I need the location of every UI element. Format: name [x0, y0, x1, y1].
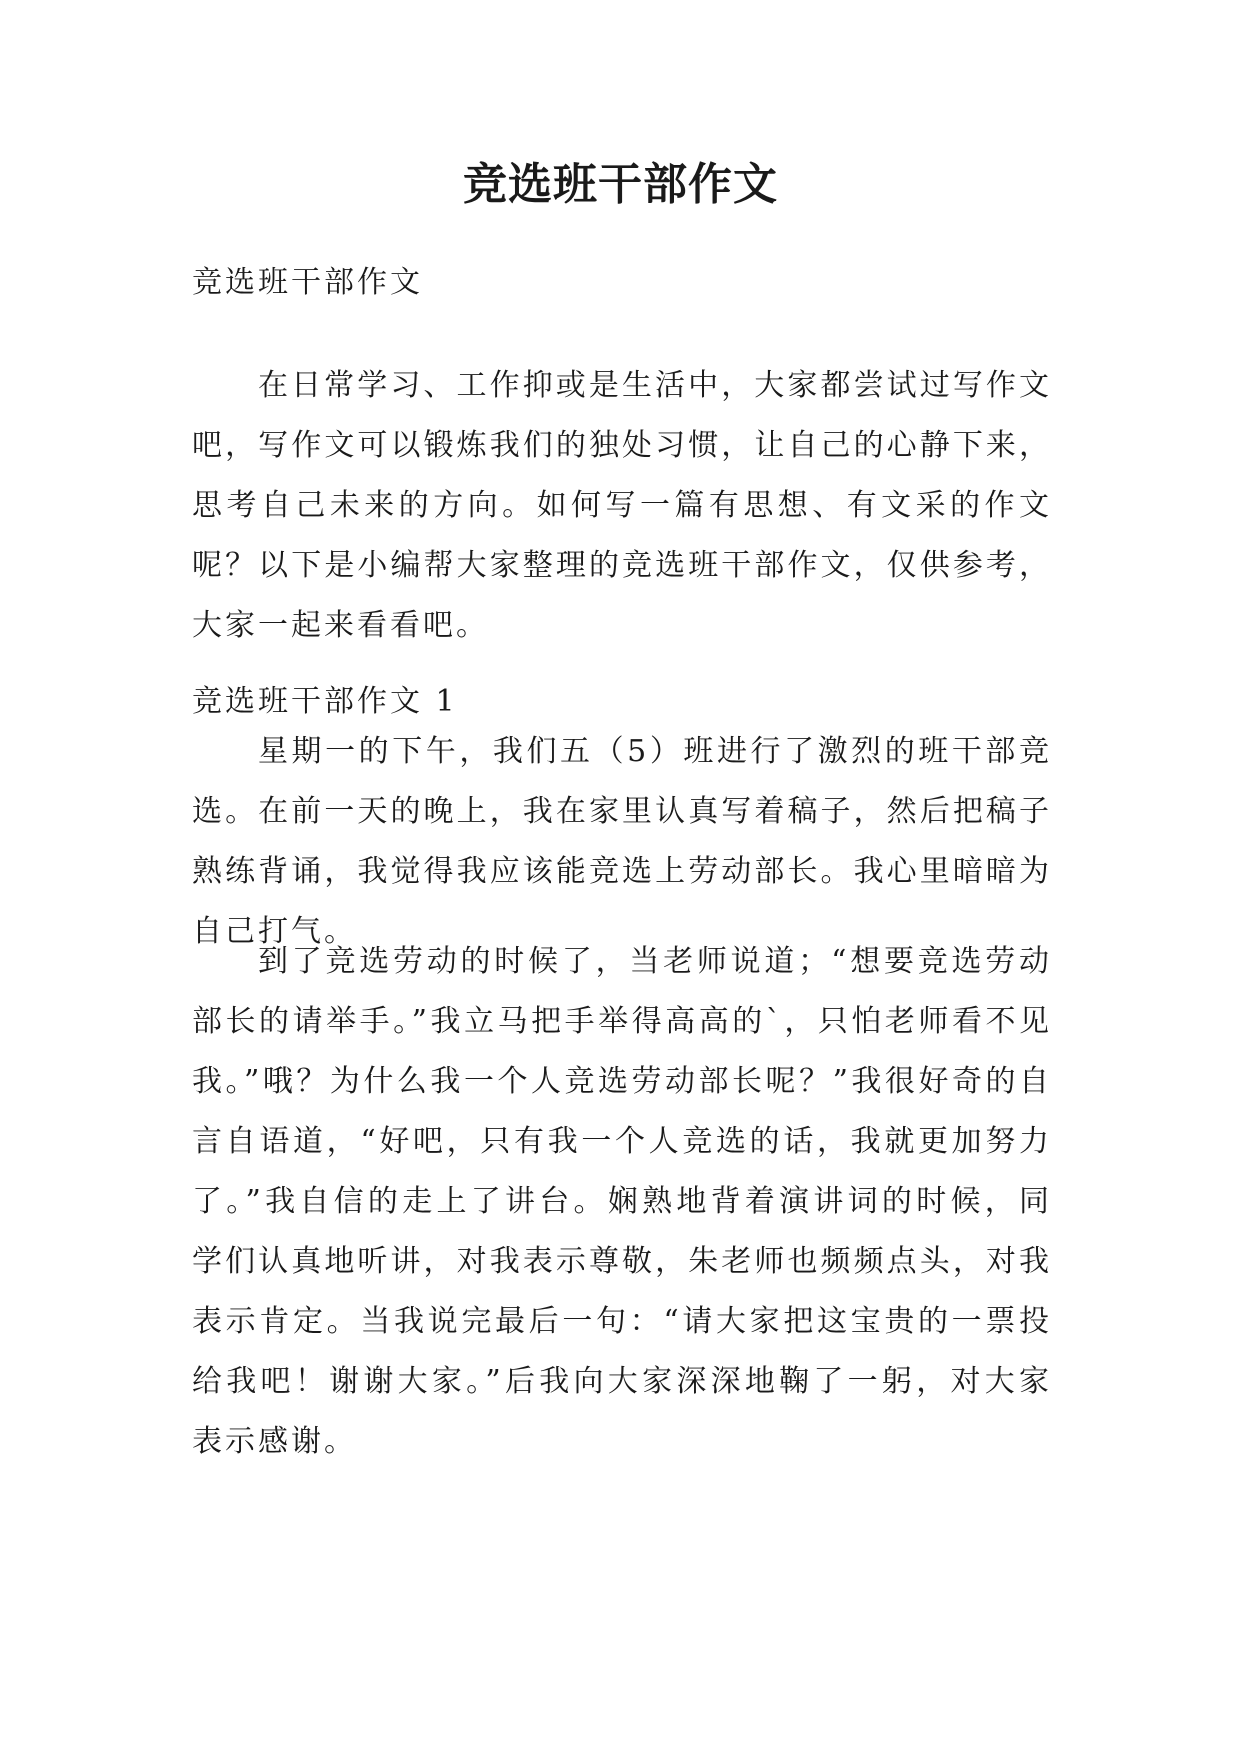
section-heading: 竞选班干部作文 1	[192, 684, 458, 719]
body-paragraph-2: 到了竞选劳动的时候了，当老师说道；“想要竞选劳动部长的请举手。”我立马把手举得高高的`，只怕老师看不见我。”哦？为什么我一个人竞选劳动部长呢？”我很好奇的自言自语道，“好吧，只有我一个人竞选的话，我就更加努力了。”我自信的走上了讲台。娴熟地背着演讲词的时候，同学们认真地听讲，对我表示尊敬，朱老师也频频点头，对我表示肯定。当我说完最后一句：“请大家把这宝贵的一票投给我吧！谢谢大家。”后我向大家深深地鞠了一躬，对大家表示感谢。	[192, 944, 1052, 1459]
document-title: 竞选班干部作文	[463, 159, 778, 210]
document-subtitle: 竞选班干部作文	[192, 265, 423, 300]
body-paragraph-1: 星期一的下午，我们五（5）班进行了激烈的班干部竞选。在前一天的晚上，我在家里认真写着稿子，然后把稿子熟练背诵，我觉得我应该能竞选上劳动部长。我心里暗暗为自己打气。	[192, 734, 1052, 949]
intro-paragraph: 在日常学习、工作抑或是生活中，大家都尝试过写作文吧，写作文可以锻炼我们的独处习惯，让自己的心静下来，思考自己未来的方向。如何写一篇有思想、有文采的作文呢？以下是小编帮大家整理的竞选班干部作文，仅供参考，大家一起来看看吧。	[192, 368, 1052, 643]
